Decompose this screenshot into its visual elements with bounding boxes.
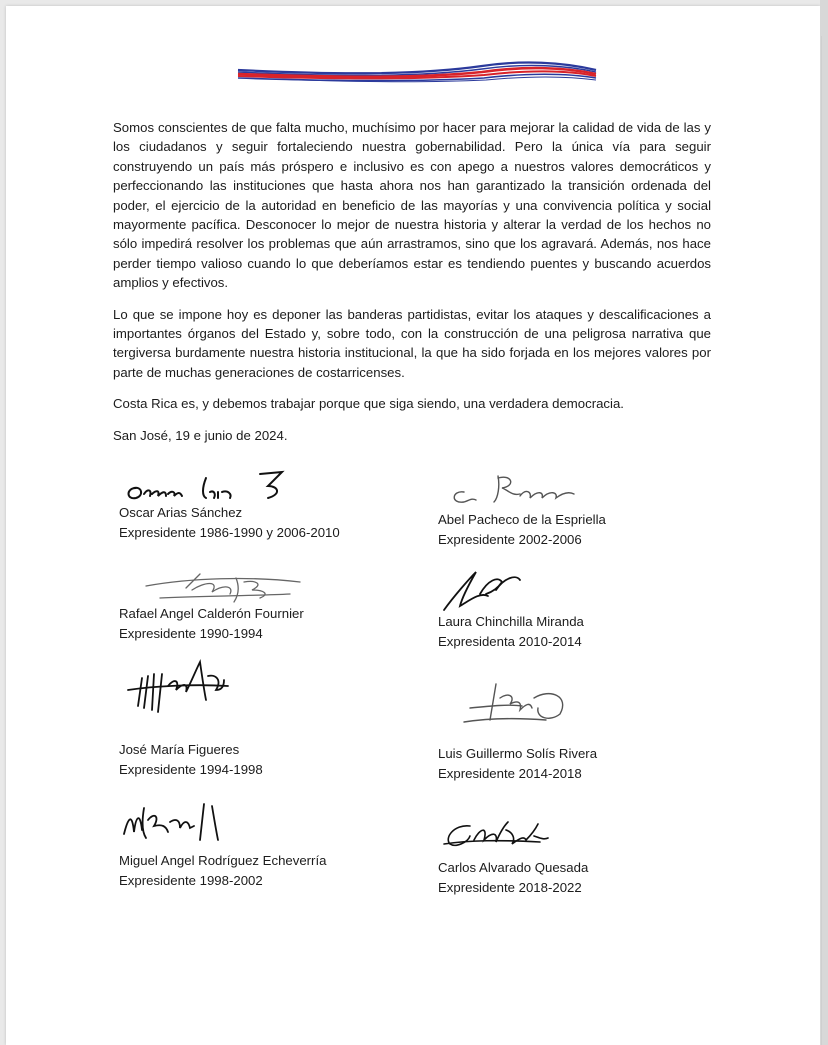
signatory-role: Expresidente 2014-2018 [438, 765, 582, 781]
signatory-8 [438, 858, 588, 897]
signatory-role: Expresidente 1990-1994 [119, 625, 263, 641]
signature-carlos-alvarado [440, 818, 560, 858]
flag-stripes-logo [232, 52, 602, 88]
signatory-1 [119, 503, 340, 542]
signature-laura-chinchilla [440, 566, 530, 616]
signatory-name: José María Figueres [119, 742, 240, 757]
signatory-name: Rafael Angel Calderón Fournier [119, 606, 304, 621]
signatory-name: Oscar Arias Sánchez [119, 505, 243, 520]
signature-rafael-calderon [140, 568, 310, 608]
signatory-name: Luis Guillermo Solís Rivera [438, 746, 598, 761]
signatory-5 [119, 740, 263, 779]
signatory-7 [119, 851, 326, 890]
signatory-role: Expresidente 2018-2022 [438, 879, 582, 895]
signatory-role: Expresidente 1986-1990 y 2006-2010 [119, 524, 340, 540]
signatory-4 [438, 612, 584, 651]
date-line: San José, 19 e junio de 2024. [113, 427, 288, 443]
signatory-role: Expresidenta 2010-2014 [438, 633, 582, 649]
signatory-role: Expresidente 1998-2002 [119, 872, 263, 888]
signature-jose-maria-figueres [124, 656, 234, 726]
signatory-6 [438, 744, 597, 783]
letter-body [113, 118, 711, 457]
signature-miguel-angel-rodriguez [120, 798, 230, 848]
paragraph-3: Costa Rica es, y debemos trabajar porque que siga siendo, una verdadera democracia. [113, 396, 624, 412]
signature-luis-guillermo-solis [460, 678, 580, 734]
signatory-name: Carlos Alvarado Quesada [438, 860, 589, 875]
paragraph-1: Somos conscientes de que falta mucho, muchísimo por hacer para mejorar la calidad de vida de las y los ciudadanos y seguir fortaleciendo nuestra gobernabilidad. Pero la única vía para seguir construyendo un país más próspero e inclusivo es con apego a nuestros valores democráticos y perfeccionando las instituciones que hasta ahora nos han garantizado la transición ordenada del poder, el ejercicio de la autoridad en beneficio de las mayorías y una convivencia política y social mayormente pacífica. Desconocer lo mejor de nuestra historia y alterar la verdad de los hechos no sólo impedirá resolver los problemas que aún arrastramos, sino que los agravará. Además, nos hace perder tiempo valioso cuando lo que deberíamos estar es tendiendo puentes y buscando acuerdos amplios y efectivos. [113, 120, 711, 291]
signatory-role: Expresidente 2002-2006 [438, 531, 582, 547]
signature-abel-pacheco [446, 470, 586, 510]
signature-oscar-arias [122, 466, 292, 506]
paragraph-2: Lo que se impone hoy es deponer las banderas partidistas, evitar los ataques y descalificaciones a importantes órganos del Estado y, sobre todo, con la construcción de una peligrosa narrativa que tergiversa burdamente nuestra historia institucional, la que ha sido forjada en los mejores valores por parte de muchas generaciones de costarricenses. [113, 306, 711, 380]
signatory-name: Miguel Angel Rodríguez Echeverría [119, 853, 327, 868]
signatory-2 [438, 510, 606, 549]
signatory-name: Laura Chinchilla Miranda [438, 614, 584, 629]
signatory-name: Abel Pacheco de la Espriella [438, 512, 606, 527]
signatory-3 [119, 604, 304, 643]
page-edge [821, 36, 822, 1045]
signatory-role: Expresidente 1994-1998 [119, 761, 263, 777]
